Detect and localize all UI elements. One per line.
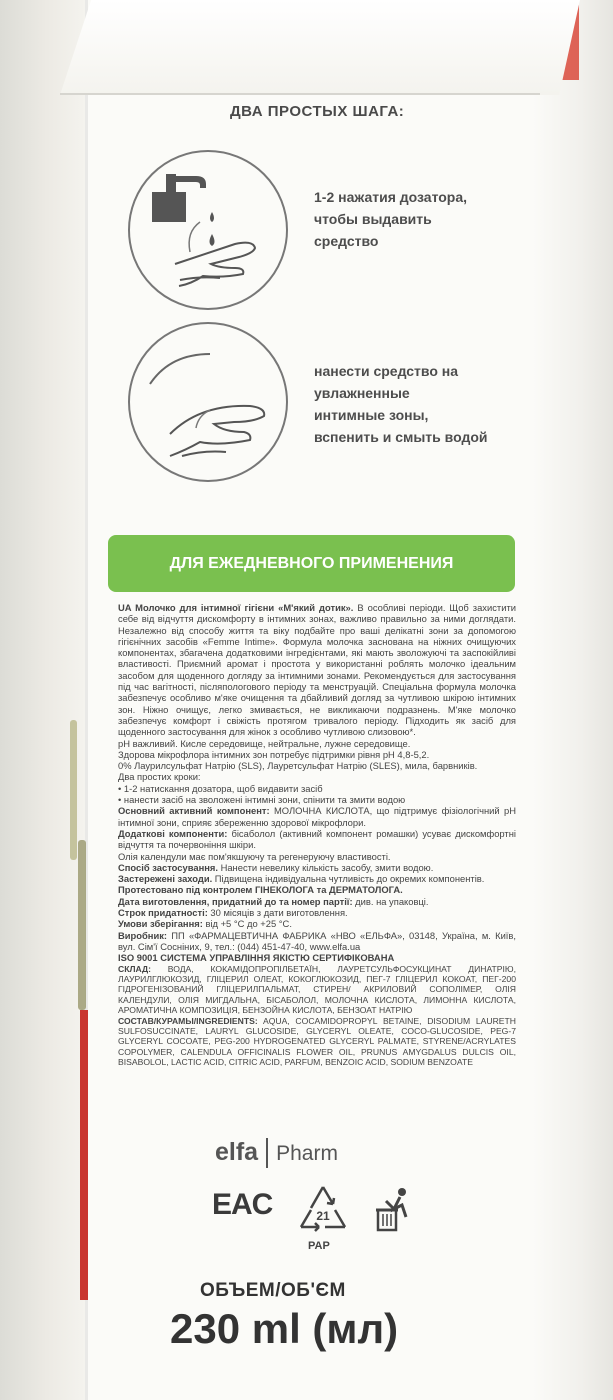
step-1-line-1: 1-2 нажатия дозатора, — [314, 189, 468, 205]
storage-text: від +5 °С до +25 °С. — [202, 918, 292, 930]
step-1-line-3: средство — [314, 233, 379, 249]
lead-text: В особливі періоди. Щоб захистити себе від відчуття дискомфорту в інтимних зонах, важливо правильно за ними доглядати. Незалежно від способу життя та віку подбайте про ваші делікатні зони за допомогою гігієнічних засобів «Femme Intime». Формула молочка заснована на ніжних очищуючих компонентах, збагачена додатковими інгредієнтами, які мають зволожуючі та заспокійливі властивості. Приємний аромат і простота у використанні роблять молочко ідеальним засобом для щоденного догляду за інтимними зонами. Рекомендується для застосування під час вагітності, післяпологового періоду та менструацій. Спеціальна формула молочка забезпечує особливо м'яке очищення та дбайливий догляд за чутливою шкірою інтимних зон. Ніжно очищує, легко змивається, не викликаючи подразнень. М'яке молочко забезпечує комфорт і свіжість протягом тривалого періоду. Підходить як засіб для щоденного застосування для жінок з особливо чутливою слизовою*. — [118, 602, 516, 738]
active-text: МОЛОЧНА КИСЛОТА, що підтримує фізіологічний pH інтимної зони, сприяє збереженню здорової мікрофлори. — [118, 805, 516, 828]
step-1-line-2: чтобы выдавить — [314, 211, 432, 227]
box-right-side — [533, 0, 613, 1400]
calendula-text: Олія календули має пом'якшуючу та регенеруючу властивості. — [118, 850, 391, 862]
step-2-line-2: увлажненные — [314, 385, 410, 401]
logo-brand: elfa — [215, 1138, 259, 1166]
warning-text: Підвищена індивідуальна чутливість до окремих компонентів. — [212, 873, 485, 885]
box-left-side — [0, 0, 85, 1400]
box-top-flap — [60, 0, 580, 95]
active-title: Основний активний компонент: — [118, 805, 270, 817]
red-stripe — [80, 1010, 88, 1300]
warning-title: Застережені заходи. — [118, 873, 213, 885]
date-text: див. на упаковці. — [352, 895, 429, 907]
tidyman-bin-icon — [372, 1186, 416, 1232]
description-text — [118, 602, 516, 1068]
volume-label: ОБЪЕМ/ОБ'ЄМ — [200, 1280, 346, 1301]
ingredients-title: СОСТАВ/КУРАМЫ/INGREDIENTS: — [118, 1015, 258, 1026]
volume-value: 230 ml (мл) — [170, 1305, 399, 1352]
daily-use-banner: ДЛЯ ЕЖЕДНЕВНОГО ПРИМЕНЕНИЯ — [108, 535, 515, 592]
ph-line-2: Здорова мікрофлора інтимних зон потребує підтримки рівня pH 4,8-5,2. — [118, 748, 430, 760]
storage-title: Умови зберігання: — [118, 918, 203, 930]
elfa-pharm-logo — [215, 1138, 338, 1168]
flap-edge — [60, 93, 540, 95]
date-title: Дата виготовлення, придатний до та номер партії: — [118, 895, 353, 907]
step-2-text — [314, 360, 487, 448]
ph-line-1: pH важливий. Кисле середовище, нейтральне, лужне середовище. — [118, 737, 411, 749]
olive-stripe-dark — [78, 840, 86, 1010]
step-a: • 1-2 натискання дозатора, щоб видавити засіб — [118, 782, 323, 794]
iso-text: ISO 9001 СИСТЕМА УПРАВЛІННЯ ЯКІСТЮ СЕРТИФІКОВАНА — [118, 952, 395, 964]
sklad-text: ВОДА, КОКАМІДОПРОПІЛБЕТАЇН, ЛАУРЕТСУЛЬФОСУКЦИНАТ ДИНАТРІЮ, ЛАУРИЛГЛЮКОЗИД, ГЛІЦЕРИЛ ОЛЕАТ, КОКОГЛЮКОЗИД, ПЕГ-7 ГЛІЦЕРИЛ КОКОАТ, ПЕГ-200 ГІДРОГЕНІЗОВАНИЙ ГЛІЦЕРИЛПАЛЬМАТ, СТИРЕН/ АКРИЛОВИЙ СОПОЛІМЕР, ОЛІЯ КАЛЕНДУЛИ, ОЛІЯ МИГДАЛЬНА, БІСАБОЛОЛ, МОЛОЧНА КИСЛОТА, ЛИМОННА КИСЛОТА, АРОМАТИЧНА КОМПОЗИЦІЯ, БЕНЗОЙНА КИСЛОТА, БЕНЗОАТ НАТРІЮ — [118, 963, 516, 1016]
usage-text: Нанести невелику кількість засобу, змити водою. — [217, 861, 434, 873]
hand-washing-icon — [130, 324, 286, 480]
extra-title: Додаткові компоненти: — [118, 827, 228, 839]
steps-subtitle: Два простих кроки: — [118, 771, 201, 783]
tested-text: Протестовано під контролем ГІНЕКОЛОГА та ДЕРМАТОЛОГА. — [118, 884, 403, 896]
recycle-label: PAP — [308, 1240, 330, 1252]
logo-sub: Pharm — [276, 1142, 338, 1165]
maker-title: Виробник: — [118, 929, 168, 941]
sklad-title: СКЛАД: — [118, 963, 151, 974]
recycle-icon — [293, 1183, 353, 1241]
olive-stripe — [70, 720, 77, 860]
shelf-title: Строк придатності: — [118, 907, 208, 919]
dispenser-hand-icon — [130, 152, 286, 308]
step-2-line-4: вспенить и смыть водой — [314, 429, 488, 445]
step-1-text — [314, 186, 467, 252]
extra-text: бісаболол (активний компонент ромашки) усуває дискомфортні відчуття та почервоніння шкіри. — [118, 827, 516, 851]
step-2-line-1: нанести средство на — [314, 363, 459, 379]
dispenser-illustration — [128, 150, 288, 310]
recycle-code: 21 — [316, 1209, 330, 1223]
logo-divider — [266, 1138, 268, 1168]
step-2-line-3: интимные зоны, — [314, 407, 429, 423]
lead-title: UA Молочко для інтимної гігієни «М'який дотик». — [118, 602, 354, 613]
shelf-text: 30 місяців з дати виготовлення. — [207, 907, 348, 919]
usage-title: Спосіб застосування. — [118, 861, 218, 873]
steps-title: ДВА ПРОСТЫХ ШАГА: — [230, 103, 405, 120]
ph-line-3: 0% Лаурилсульфат Натрію (SLS), Лауретсульфат Натрію (SLES), мила, барвників. — [118, 760, 478, 772]
maker-text: ПП «ФАРМАЦЕВТИЧНА ФАБРИКА «НВО «ЕЛЬФА», 03148, Україна, м. Київ, вул. Сім'ї Сосніних, 9, тел.: (044) 451-47-40, www.elfa.ua — [118, 929, 516, 952]
step-b: • нанести засіб на зволожені інтимні зони, спінити та змити водою — [118, 794, 406, 806]
eac-mark: EAC — [212, 1188, 273, 1221]
apply-illustration — [128, 322, 288, 482]
ingredients-text: AQUA, COCAMIDOPROPYL BETAINE, DISODIUM LAURETH SULFOSUCCINATE, LAURYL GLUCOSIDE, GLYCERYL OLEATE, COCO-GLUCOSIDE, PEG-7 GLYCERYL COCOATE, PEG-200 HYDROGENATED GLYCERYL PALMATE, STYRENE/ACRYLATES COPOLYMER, CALENDULA OFFICINALIS FLOWER OIL, PRUNUS AMYGDALUS DULCIS OIL, BISABOLOL, LACTIC ACID, CITRIC ACID, PARFUM, BENZOIC ACID, SODIUM BENZOATE — [118, 1015, 516, 1068]
